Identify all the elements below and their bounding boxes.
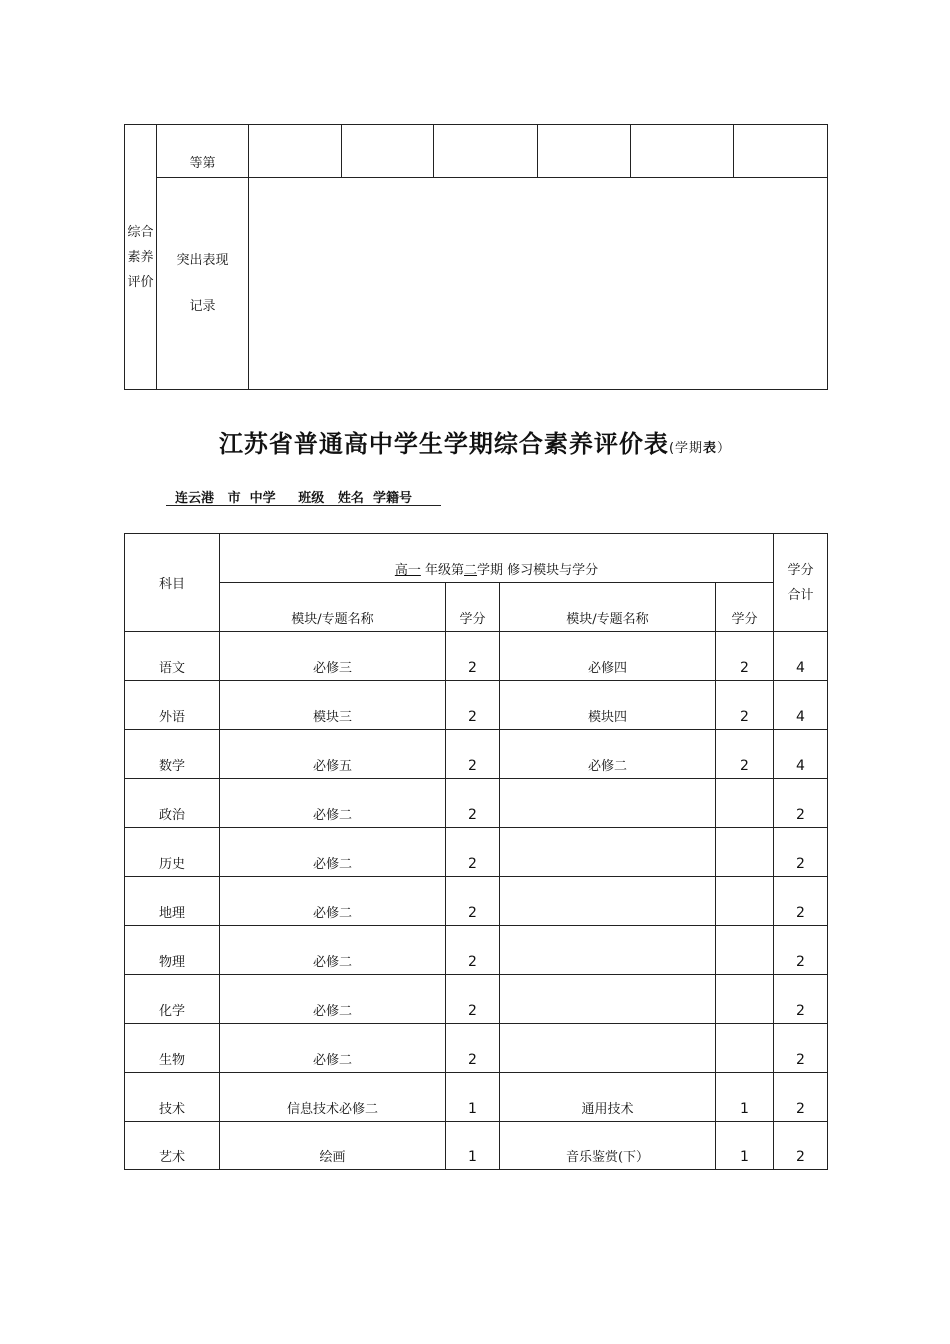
module2-cell — [500, 828, 716, 877]
subject-cell: 艺术 — [125, 1122, 220, 1170]
grade-cell[interactable] — [631, 125, 734, 178]
credit2-cell: 2 — [716, 681, 774, 730]
credit1-cell: 2 — [446, 730, 500, 779]
credit1-cell: 2 — [446, 877, 500, 926]
credit-header-2: 学分 — [716, 583, 774, 632]
table-row — [125, 1024, 828, 1073]
total-cell: 4 — [774, 632, 828, 681]
evaluation-section-line: 综合 — [127, 224, 154, 240]
grade-cell[interactable] — [342, 125, 434, 178]
evaluation-section-line: 素养 — [127, 249, 154, 265]
module2-cell: 通用技术 — [500, 1073, 716, 1122]
page-title — [0, 424, 950, 459]
term-label: 学期 修习模块与学分 — [477, 563, 599, 578]
term-header — [220, 534, 774, 583]
module-header-1: 模块/专题名称 — [220, 583, 446, 632]
evaluation-section-line: 评价 — [127, 274, 154, 290]
credit1-cell: 2 — [446, 1024, 500, 1073]
title-main: 江苏省普通高中学生学期综合素养评价表 — [218, 430, 669, 458]
subject-cell: 语文 — [125, 632, 220, 681]
subject-header: 科目 — [125, 534, 220, 632]
total-cell: 2 — [774, 877, 828, 926]
module2-cell: 必修四 — [500, 632, 716, 681]
student-info-line: 连云港 市 中学 班级 姓名 学籍号 — [166, 487, 441, 506]
remark-cell[interactable] — [249, 178, 828, 390]
module1-cell: 必修二 — [220, 926, 446, 975]
table-row — [125, 1073, 828, 1122]
table-row — [125, 632, 828, 681]
module2-cell — [500, 877, 716, 926]
module2-cell — [500, 1024, 716, 1073]
total-header-line: 合计 — [787, 587, 814, 603]
module1-cell: 必修二 — [220, 779, 446, 828]
module2-cell — [500, 975, 716, 1024]
module2-cell — [500, 779, 716, 828]
title-suffix-open: (学期 — [668, 441, 704, 456]
credit2-cell — [716, 828, 774, 877]
module1-cell: 绘画 — [220, 1122, 446, 1170]
evaluation-table — [124, 124, 828, 390]
table-row — [125, 681, 828, 730]
credit2-cell — [716, 975, 774, 1024]
grade-label: 年级第 — [420, 563, 464, 578]
credit1-cell: 2 — [446, 975, 500, 1024]
subject-cell: 历史 — [125, 828, 220, 877]
remark-label-line: 记录 — [189, 298, 216, 314]
table-row — [125, 828, 828, 877]
credit2-cell — [716, 877, 774, 926]
module2-cell — [500, 926, 716, 975]
evaluation-section-label — [125, 125, 157, 390]
table-row — [125, 926, 828, 975]
remark-label — [157, 178, 249, 390]
grade-label: 等第 — [157, 125, 249, 178]
subject-cell: 地理 — [125, 877, 220, 926]
module-header-2: 模块/专题名称 — [500, 583, 716, 632]
total-header — [774, 534, 828, 632]
module1-cell: 必修二 — [220, 975, 446, 1024]
grade-value: 高一 — [394, 563, 421, 578]
module2-cell: 必修二 — [500, 730, 716, 779]
module2-cell: 模块四 — [500, 681, 716, 730]
table-row — [125, 1122, 828, 1170]
module1-cell: 模块三 — [220, 681, 446, 730]
grade-cell[interactable] — [734, 125, 828, 178]
total-cell: 2 — [774, 1073, 828, 1122]
credit1-cell: 2 — [446, 632, 500, 681]
total-cell: 2 — [774, 926, 828, 975]
credit2-cell — [716, 926, 774, 975]
module2-cell: 音乐鉴赏(下） — [500, 1122, 716, 1170]
credit1-cell: 2 — [446, 926, 500, 975]
module1-cell: 必修五 — [220, 730, 446, 779]
remark-label-line: 突出表现 — [176, 252, 229, 268]
total-cell: 2 — [774, 1122, 828, 1170]
total-cell: 2 — [774, 828, 828, 877]
grade-cell[interactable] — [538, 125, 631, 178]
total-cell: 4 — [774, 681, 828, 730]
total-cell: 4 — [774, 730, 828, 779]
credit1-cell: 2 — [446, 828, 500, 877]
subject-cell: 政治 — [125, 779, 220, 828]
credit2-cell: 1 — [716, 1073, 774, 1122]
credit1-cell: 2 — [446, 681, 500, 730]
grade-cell[interactable] — [434, 125, 538, 178]
title-suffix — [669, 441, 731, 456]
subject-cell: 外语 — [125, 681, 220, 730]
credit2-cell — [716, 779, 774, 828]
subject-cell: 物理 — [125, 926, 220, 975]
module1-cell: 必修二 — [220, 877, 446, 926]
subject-cell: 化学 — [125, 975, 220, 1024]
module1-cell: 必修二 — [220, 828, 446, 877]
total-cell: 2 — [774, 975, 828, 1024]
title-suffix-close: ） — [717, 441, 732, 456]
table-row — [125, 779, 828, 828]
table-row — [125, 877, 828, 926]
subject-cell: 生物 — [125, 1024, 220, 1073]
subject-cell: 技术 — [125, 1073, 220, 1122]
total-cell: 2 — [774, 779, 828, 828]
module1-cell: 信息技术必修二 — [220, 1073, 446, 1122]
module1-cell: 必修二 — [220, 1024, 446, 1073]
module1-cell: 必修三 — [220, 632, 446, 681]
term-value: 二 — [464, 563, 478, 578]
title-suffix-bold: 表 — [703, 441, 718, 456]
grade-cell[interactable] — [249, 125, 342, 178]
credit2-cell: 2 — [716, 730, 774, 779]
credit1-cell: 1 — [446, 1122, 500, 1170]
credit-header-1: 学分 — [446, 583, 500, 632]
credit2-cell: 2 — [716, 632, 774, 681]
credit1-cell: 1 — [446, 1073, 500, 1122]
table-row — [125, 730, 828, 779]
credit2-cell: 1 — [716, 1122, 774, 1170]
course-credit-table — [124, 533, 828, 1170]
table-row — [125, 975, 828, 1024]
credit1-cell: 2 — [446, 779, 500, 828]
subject-cell: 数学 — [125, 730, 220, 779]
total-cell: 2 — [774, 1024, 828, 1073]
total-header-line: 学分 — [787, 562, 814, 578]
credit2-cell — [716, 1024, 774, 1073]
